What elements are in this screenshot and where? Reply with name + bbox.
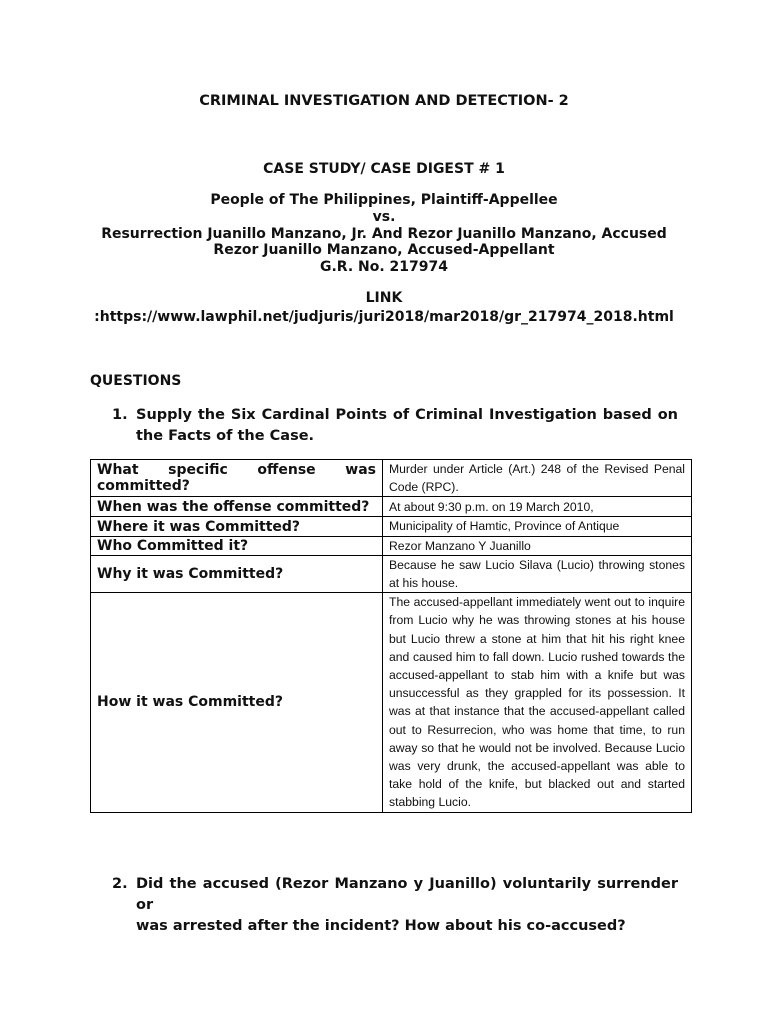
link-label: LINK <box>365 290 403 306</box>
table-row-where <box>91 517 692 536</box>
document-title: CRIMINAL INVESTIGATION AND DETECTION- 2 <box>199 93 569 109</box>
label-who: Who Committed it? <box>91 536 383 555</box>
table-row-who <box>91 536 692 555</box>
label-where: Where it was Committed? <box>91 517 383 536</box>
value-offense: Murder under Article (Art.) 248 of the Revised Penal Code (RPC). <box>383 460 692 497</box>
table-row-why <box>91 555 692 592</box>
party-accused: Resurrection Juanillo Manzano, Jr. And Rezor Juanillo Manzano, Accused <box>101 226 667 242</box>
party-accused-appellant: Rezor Juanillo Manzano, Accused-Appellant <box>213 242 555 258</box>
value-why: Because he saw Lucio Silava (Lucio) throwing stones at his house. <box>383 555 692 592</box>
party-plaintiff: People of The Philippines, Plaintiff-Appellee <box>210 192 558 208</box>
label-when: When was the offense committed? <box>91 497 383 517</box>
table-row-how <box>91 593 692 812</box>
question-2 <box>112 874 678 937</box>
table-row-when <box>91 497 692 517</box>
party-versus: vs. <box>372 209 396 225</box>
question-1-number: 1. <box>112 407 128 423</box>
cardinal-points-table <box>90 459 692 813</box>
questions-heading: QUESTIONS <box>90 373 182 389</box>
label-why: Why it was Committed? <box>91 555 383 592</box>
question-2-line-1: Did the accused (Rezor Manzano y Juanillo) voluntarily surrender or <box>136 876 678 913</box>
question-1-line-1: Supply the Six Cardinal Points of Criminal Investigation based on <box>136 407 678 423</box>
value-when: At about 9:30 p.m. on 19 March 2010, <box>383 497 692 517</box>
table-row-offense <box>91 460 692 497</box>
label-how: How it was Committed? <box>91 593 383 812</box>
question-1-line-2: the Facts of the Case. <box>136 428 315 444</box>
value-where: Municipality of Hamtic, Province of Antique <box>383 517 692 536</box>
question-1 <box>112 405 678 447</box>
question-2-line-2: was arrested after the incident? How about his co-accused? <box>136 918 626 934</box>
case-label: CASE STUDY/ CASE DIGEST # 1 <box>263 161 505 177</box>
label-offense: What specific offense was committed? <box>91 460 383 497</box>
link-url[interactable]: :https://www.lawphil.net/judjuris/juri2018/mar2018/gr_217974_2018.html <box>94 309 674 325</box>
case-number: G.R. No. 217974 <box>319 259 449 275</box>
question-2-number: 2. <box>112 876 128 892</box>
value-how: The accused-appellant immediately went out to inquire from Lucio why he was throwing stones at his house but Lucio threw a stone at him that hit his right knee and caused him to fall down. Lucio rushed towards the accused-appellant to stab him with a knife but was unsuccessful as they grappled for its possession. It was at that instance that the accused-appellant called out to Resurrecion, who was home that time, to run away so that he would not be involved. Because Lucio was very drunk, the accused-appellant was able to take hold of the knife, but blacked out and started stabbing Lucio. <box>383 593 692 812</box>
value-who: Rezor Manzano Y Juanillo <box>383 536 692 555</box>
